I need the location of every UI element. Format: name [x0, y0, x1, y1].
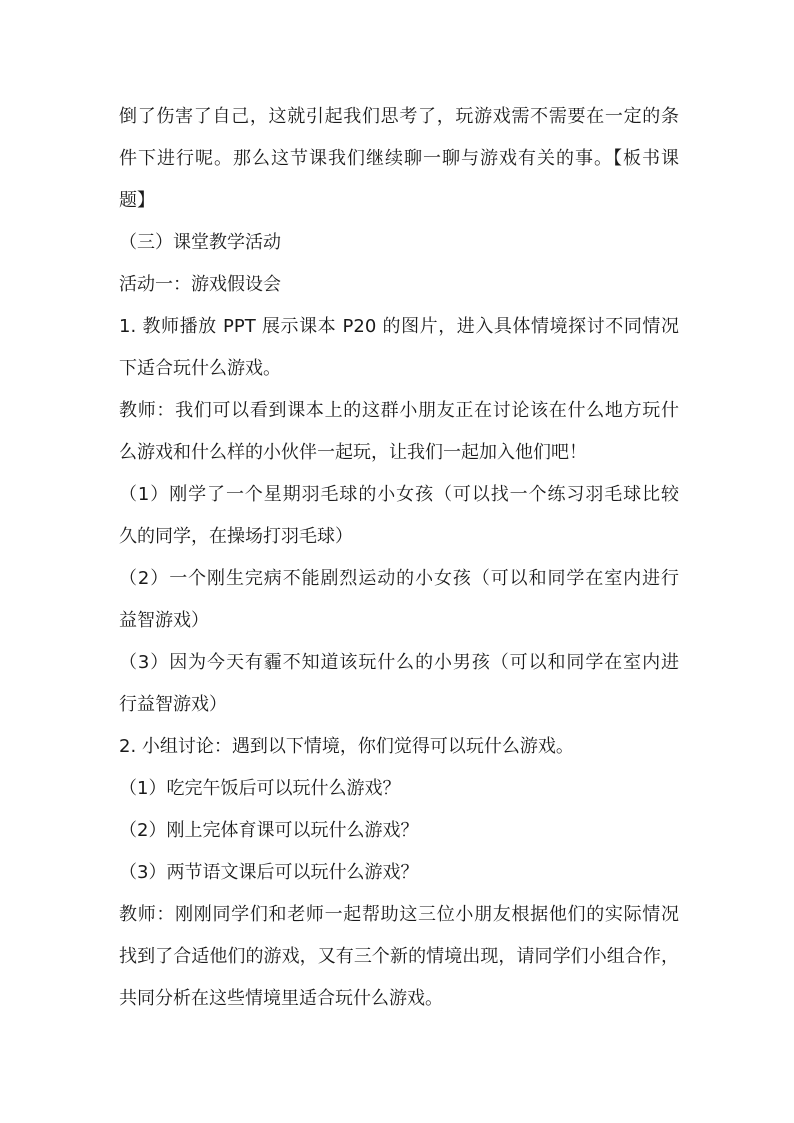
paragraph-line: 题】: [119, 190, 155, 211]
paragraph-line: 倒了伤害了自己，这就引起我们思考了，玩游戏需不需要在一定的条: [119, 106, 679, 127]
teacher-line: 找到了合适他们的游戏，又有三个新的情境出现，请同学们小组合作，: [119, 946, 679, 967]
sub-item-line: （1）吃完午饭后可以玩什么游戏？: [119, 778, 401, 799]
sub-item-line: （1）刚学了一个星期羽毛球的小女孩（可以找一个练习羽毛球比较: [119, 484, 679, 505]
list-item-line: 下适合玩什么游戏。: [119, 358, 281, 379]
sub-item-line: 益智游戏）: [119, 610, 209, 631]
sub-item-line: （2）一个刚生完病不能剧烈运动的小女孩（可以和同学在室内进行: [119, 568, 679, 589]
sub-item-line: （3）因为今天有霾不知道该玩什么的小男孩（可以和同学在室内进: [119, 652, 679, 673]
teacher-line: 么游戏和什么样的小伙伴一起玩，让我们一起加入他们吧！: [119, 442, 587, 463]
teacher-line: 共同分析在这些情境里适合玩什么游戏。: [119, 988, 443, 1009]
sub-item-line: （3）两节语文课后可以玩什么游戏？: [119, 862, 419, 883]
list-item-line: 1. 教师播放 PPT 展示课本 P20 的图片，进入具体情境探讨不同情况: [119, 316, 679, 337]
document-body: [119, 96, 679, 1020]
list-item-line: 2. 小组讨论：遇到以下情境，你们觉得可以玩什么游戏。: [119, 736, 574, 757]
paragraph-line: 件下进行呢。那么这节课我们继续聊一聊与游戏有关的事。【板书课: [119, 148, 679, 169]
activity-heading: 活动一：游戏假设会: [119, 274, 281, 295]
teacher-line: 教师：我们可以看到课本上的这群小朋友正在讨论该在什么地方玩什: [119, 400, 679, 421]
section-heading: （三）课堂教学活动: [119, 232, 281, 253]
sub-item-line: （2）刚上完体育课可以玩什么游戏？: [119, 820, 419, 841]
teacher-line: 教师：刚刚同学们和老师一起帮助这三位小朋友根据他们的实际情况: [119, 904, 679, 925]
sub-item-line: 久的同学，在操场打羽毛球）: [119, 526, 353, 547]
sub-item-line: 行益智游戏）: [119, 694, 227, 715]
